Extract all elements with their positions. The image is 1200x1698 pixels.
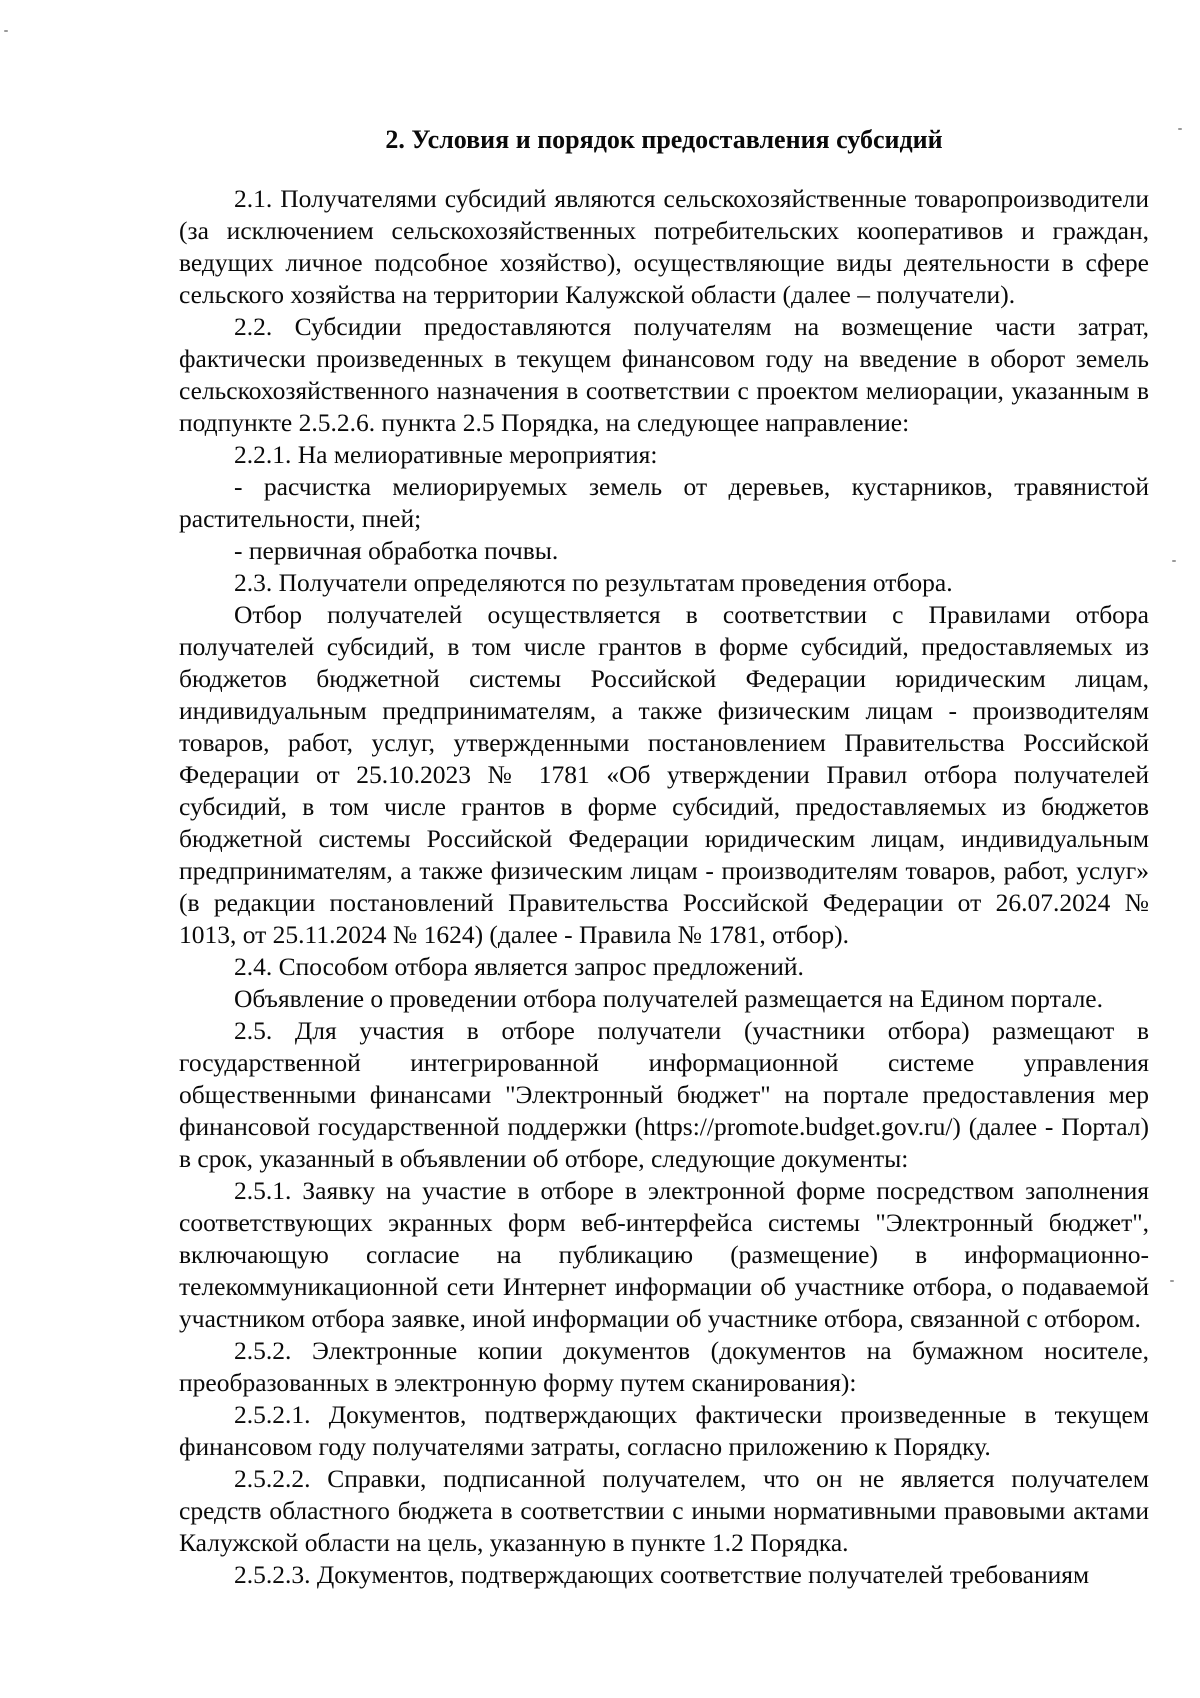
paragraph-2-5: 2.5. Для участия в отборе получатели (участники отбора) размещают в государственной интегрированной информационной системе управления общественными финансами "Электронный бюджет" на портале предоставления мер финансовой государственной поддержки (https://promote.budget.gov.ru/) (далее - Портал) в срок, указанный в объявлении об отборе, следующие документы: — [179, 1016, 1149, 1173]
list-item-clearing: - расчистка мелиорируемых земель от деревьев, кустарников, травянистой растительности, пней; — [179, 472, 1149, 533]
document-body — [179, 183, 1149, 1591]
paragraph-2-2: 2.2. Субсидии предоставляются получателям на возмещение части затрат, фактически произведенных в текущем финансовом году на введение в оборот земель сельскохозяйственного назначения в соответствии с проектом мелиорации, указанным в подпункте 2.5.2.6. пункта 2.5 Порядка, на следующее направление: — [179, 312, 1149, 437]
paragraph-2-5-1: 2.5.1. Заявку на участие в отборе в электронной форме посредством заполнения соответствующих экранных форм веб-интерфейса системы "Электронный бюджет", включающую согласие на публикацию (размещение) в информационно-телекоммуникационной сети Интернет информации об участнике отбора, о подаваемой участником отбора заявке, иной информации об участнике отбора, связанной с отбором. — [179, 1176, 1149, 1333]
paragraph-2-5-2-2: 2.5.2.2. Справки, подписанной получателем, что он не является получателем средств областного бюджета в соответствии с иными нормативными правовыми актами Калужской области на цель, указанную в пункте 1.2 Порядка. — [179, 1464, 1149, 1557]
scan-speck — [1170, 1280, 1174, 1282]
scan-speck — [1172, 560, 1176, 562]
paragraph-selection-rules: Отбор получателей осуществляется в соответствии с Правилами отбора получателей субсидий, в том числе грантов в форме субсидий, предоставляемых из бюджетов бюджетной системы Российской Федерации юридическим лицам, индивидуальным предпринимателям, а также физическим лицам - производителям товаров, работ, услуг, утвержденными постановлением Правительства Российской Федерации от 25.10.2023 № 1781 «Об утверждении Правил отбора получателей субсидий, в том числе грантов в форме субсидий, предоставляемых из бюджетов бюджетной системы Российской Федерации юридическим лицам, индивидуальным предпринимателям, а также физическим лицам - производителям товаров, работ, услуг» (в редакции постановлений Правительства Российской Федерации от 26.07.2024 № 1013, от 25.11.2024 № 1624) (далее - Правила № 1781, отбор). — [179, 600, 1149, 949]
paragraph-announcement: Объявление о проведении отбора получателей размещается на Едином портале. — [234, 984, 1103, 1013]
paragraph-2-5-2: 2.5.2. Электронные копии документов (документов на бумажном носителе, преобразованных в электронную форму путем сканирования): — [179, 1336, 1149, 1397]
scan-speck — [1178, 128, 1182, 130]
scan-speck — [4, 30, 8, 32]
paragraph-2-4: 2.4. Способом отбора является запрос предложений. — [234, 952, 804, 981]
paragraph-2-1: 2.1. Получателями субсидий являются сельскохозяйственные товаропроизводители (за исключением сельскохозяйственных потребительских кооперативов и граждан, ведущих личное подсобное хозяйство), осуществляющие виды деятельности в сфере сельского хозяйства на территории Калужской области (далее – получатели). — [179, 184, 1149, 309]
section-heading: 2. Условия и порядок предоставления субсидий — [385, 125, 943, 154]
paragraph-2-3: 2.3. Получатели определяются по результатам проведения отбора. — [234, 568, 953, 597]
paragraph-2-2-1: 2.2.1. На мелиоративные мероприятия: — [234, 440, 658, 469]
list-item-tillage: - первичная обработка почвы. — [234, 536, 559, 565]
paragraph-2-5-2-1: 2.5.2.1. Документов, подтверждающих фактически произведенные в текущем финансовом году получателями затраты, согласно приложению к Порядку. — [179, 1400, 1149, 1461]
paragraph-2-5-2-3: 2.5.2.3. Документов, подтверждающих соответствие получателей требованиям — [234, 1560, 1090, 1589]
